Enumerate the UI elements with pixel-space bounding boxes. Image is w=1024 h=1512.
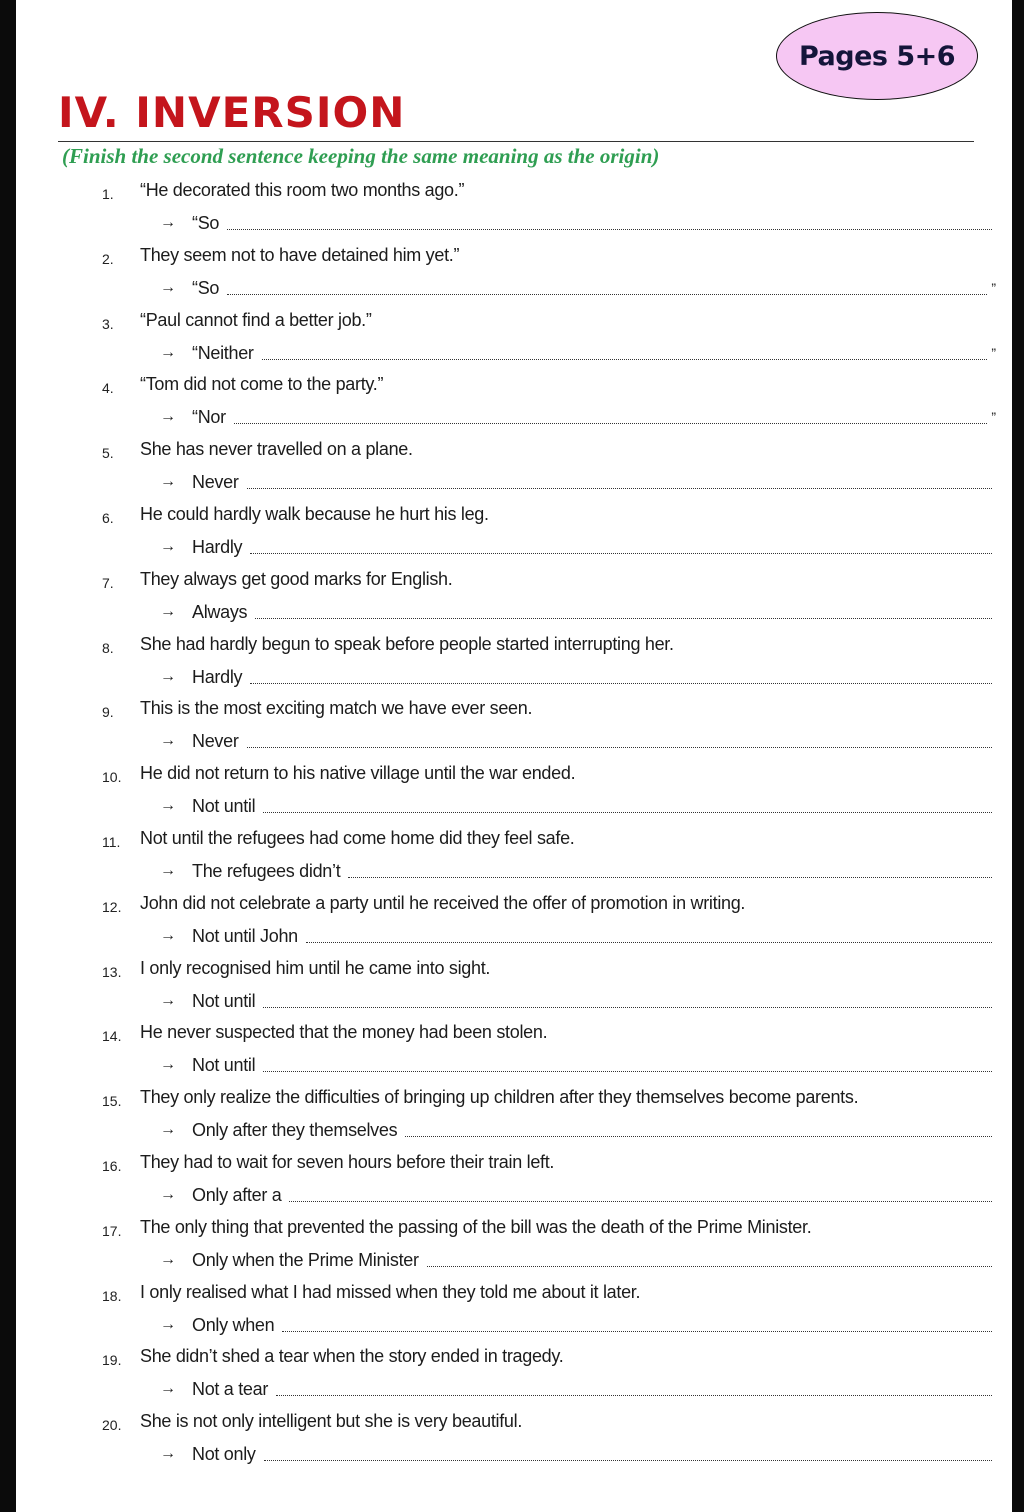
answer-stem: Only when the Prime Minister: [192, 1249, 419, 1270]
arrow-icon: →: [160, 343, 176, 361]
dotted-blank[interactable]: [289, 1200, 992, 1202]
section-title: IV. INVERSION: [58, 88, 406, 137]
exercise-question: Not until the refugees had come home did they feel safe.: [140, 828, 575, 848]
exercise-number: 16.: [102, 1158, 122, 1174]
exercise-number: 20.: [102, 1417, 122, 1434]
exercise-number: 1.: [102, 186, 114, 202]
exercise-number: 19.: [102, 1352, 122, 1369]
pages-badge: Pages 5+6: [776, 12, 978, 100]
exercise-question: She didn’t shed a tear when the story ended in tragedy.: [140, 1346, 564, 1367]
dotted-blank[interactable]: [263, 1070, 992, 1072]
exercise-question: He did not return to his native village until the war ended.: [140, 763, 576, 784]
answer-line[interactable]: [160, 664, 996, 688]
exercise-question: “He decorated this room two months ago.”: [140, 180, 465, 200]
answer-stem: Only after they themselves: [192, 1120, 398, 1141]
dotted-blank[interactable]: [247, 746, 992, 748]
arrow-icon: →: [160, 732, 176, 750]
arrow-icon: →: [160, 797, 176, 815]
exercise-number: 12.: [102, 898, 122, 915]
arrow-icon: →: [160, 473, 176, 491]
exercise-item: [0, 1407, 1024, 1467]
exercise-number: 5.: [102, 445, 114, 462]
exercise-item: [0, 435, 1024, 495]
answer-stem: Not until John: [192, 925, 298, 946]
closing-quote: ”: [991, 409, 996, 426]
dotted-blank[interactable]: [306, 941, 992, 943]
answer-stem: Always: [192, 601, 248, 622]
arrow-icon: →: [160, 1121, 176, 1139]
exercise-number: 17.: [102, 1222, 122, 1239]
exercise-item: [0, 694, 1024, 754]
arrow-icon: →: [160, 862, 176, 879]
exercise-item: [0, 1213, 1024, 1273]
answer-line[interactable]: [160, 793, 996, 817]
exercise-item: [0, 500, 1024, 560]
dotted-blank[interactable]: [276, 1394, 992, 1396]
answer-line[interactable]: [160, 275, 996, 299]
exercise-item: [0, 1342, 1024, 1402]
arrow-icon: →: [160, 1380, 176, 1398]
answer-line[interactable]: [160, 1052, 996, 1076]
exercise-item: [0, 824, 1024, 884]
arrow-icon: →: [160, 1186, 176, 1203]
arrow-icon: →: [160, 1056, 176, 1074]
dotted-blank[interactable]: [227, 293, 987, 295]
dotted-blank[interactable]: [405, 1135, 992, 1137]
arrow-icon: →: [160, 538, 176, 555]
exercise-item: [0, 306, 1024, 366]
exercise-number: 11.: [102, 834, 121, 850]
exercise-number: 18.: [102, 1287, 122, 1304]
exercise-question: “Paul cannot find a better job.”: [140, 309, 372, 330]
arrow-icon: →: [160, 408, 176, 426]
exercise-question: John did not celebrate a party until he received the offer of promotion in writing.: [140, 892, 746, 913]
exercise-question: He could hardly walk because he hurt his leg.: [140, 504, 489, 524]
exercise-item: [0, 241, 1024, 301]
exercise-question: They always get good marks for English.: [140, 568, 453, 589]
closing-quote: ”: [991, 344, 996, 361]
arrow-icon: →: [160, 278, 176, 296]
answer-stem: Never: [192, 472, 239, 493]
answer-stem: “So: [192, 277, 220, 298]
answer-line[interactable]: [160, 1441, 996, 1465]
answer-line[interactable]: [160, 1312, 996, 1336]
answer-stem: Never: [192, 731, 239, 752]
answer-stem: Not until: [192, 990, 256, 1011]
arrow-icon: →: [160, 602, 176, 620]
exercise-item: [0, 565, 1024, 625]
answer-line[interactable]: [160, 469, 996, 493]
dotted-blank[interactable]: [262, 358, 988, 360]
answer-stem: Only after a: [192, 1185, 282, 1205]
dotted-blank[interactable]: [282, 1330, 992, 1332]
answer-line[interactable]: [160, 599, 996, 623]
arrow-icon: →: [160, 667, 176, 685]
answer-line[interactable]: [160, 988, 996, 1012]
answer-stem: “So: [192, 213, 220, 233]
dotted-blank[interactable]: [348, 876, 992, 878]
dotted-blank[interactable]: [255, 617, 992, 619]
exercise-question: I only recognised him until he came into sight.: [140, 957, 491, 978]
exercise-item: [0, 1148, 1024, 1208]
arrow-icon: →: [160, 926, 176, 944]
exercise-question: “Tom did not come to the party.”: [140, 374, 384, 395]
arrow-icon: →: [160, 214, 176, 231]
arrow-icon: →: [160, 1315, 176, 1333]
exercise-number: 14.: [102, 1028, 122, 1045]
exercise-item: [0, 759, 1024, 819]
answer-stem: Only when: [192, 1314, 275, 1335]
instruction-text: (Finish the second sentence keeping the same meaning as the origin): [62, 144, 660, 168]
dotted-blank[interactable]: [234, 422, 988, 424]
arrow-icon: →: [160, 991, 176, 1009]
answer-stem: Hardly: [192, 666, 243, 687]
dotted-blank[interactable]: [263, 1006, 992, 1008]
answer-line[interactable]: [160, 728, 996, 752]
exercise-question: They had to wait for seven hours before their train left.: [140, 1152, 555, 1172]
exercise-question: The only thing that prevented the passing of the bill was the death of the Prime Minister.: [140, 1216, 812, 1237]
exercise-item: [0, 889, 1024, 949]
answer-stem: Not a tear: [192, 1379, 269, 1400]
exercise-question: This is the most exciting match we have ever seen.: [140, 698, 533, 719]
answer-line[interactable]: [160, 1247, 996, 1271]
exercise-question: She is not only intelligent but she is very beautiful.: [140, 1411, 523, 1432]
dotted-blank[interactable]: [250, 552, 992, 554]
arrow-icon: →: [160, 1445, 176, 1463]
exercise-question: She had hardly begun to speak before people started interrupting her.: [140, 633, 674, 654]
closing-quote: ”: [991, 279, 996, 296]
answer-line[interactable]: [160, 1117, 996, 1141]
answer-stem: Hardly: [192, 537, 243, 557]
exercise-number: 10.: [102, 769, 122, 786]
exercise-item: [0, 176, 1024, 236]
exercise-number: 3.: [102, 315, 114, 332]
exercise-number: 13.: [102, 963, 122, 980]
answer-line[interactable]: [160, 858, 996, 882]
exercise-number: 4.: [102, 380, 114, 397]
exercise-number: 7.: [102, 574, 114, 591]
answer-line[interactable]: [160, 1376, 996, 1400]
answer-stem: “Neither: [192, 342, 254, 363]
answer-line[interactable]: [160, 1182, 996, 1206]
answer-stem: Not until: [192, 796, 256, 817]
answer-line[interactable]: [160, 923, 996, 947]
exercise-item: [0, 1083, 1024, 1143]
dotted-blank[interactable]: [250, 682, 992, 684]
exercise-question: He never suspected that the money had been stolen.: [140, 1022, 548, 1043]
exercise-question: I only realised what I had missed when they told me about it later.: [140, 1281, 641, 1302]
exercise-item: [0, 1018, 1024, 1078]
dotted-blank[interactable]: [247, 487, 992, 489]
title-divider: [58, 141, 974, 142]
exercise-item: [0, 370, 1024, 430]
answer-line[interactable]: [160, 340, 996, 364]
dotted-blank[interactable]: [227, 228, 992, 230]
exercise-number: 15.: [102, 1093, 122, 1110]
answer-stem: “Nor: [192, 407, 226, 428]
exercise-number: 8.: [102, 639, 114, 656]
answer-line[interactable]: [160, 404, 996, 428]
answer-stem: The refugees didn’t: [192, 861, 341, 881]
exercise-question: They seem not to have detained him yet.”: [140, 244, 460, 265]
answer-line[interactable]: [160, 210, 996, 234]
exercise-number: 6.: [102, 510, 114, 526]
dotted-blank[interactable]: [264, 1459, 992, 1461]
dotted-blank[interactable]: [427, 1265, 992, 1267]
answer-line[interactable]: [160, 534, 996, 558]
arrow-icon: →: [160, 1250, 176, 1268]
exercise-item: [0, 1278, 1024, 1338]
answer-stem: Not only: [192, 1444, 256, 1465]
exercise-number: 2.: [102, 250, 114, 267]
dotted-blank[interactable]: [263, 811, 992, 813]
exercise-question: They only realize the difficulties of bringing up children after they themselves become parents.: [140, 1087, 859, 1108]
exercise-number: 9.: [102, 704, 114, 721]
exercise-question: She has never travelled on a plane.: [140, 439, 413, 460]
exercise-item: [0, 630, 1024, 690]
answer-stem: Not until: [192, 1055, 256, 1076]
exercise-item: [0, 954, 1024, 1014]
